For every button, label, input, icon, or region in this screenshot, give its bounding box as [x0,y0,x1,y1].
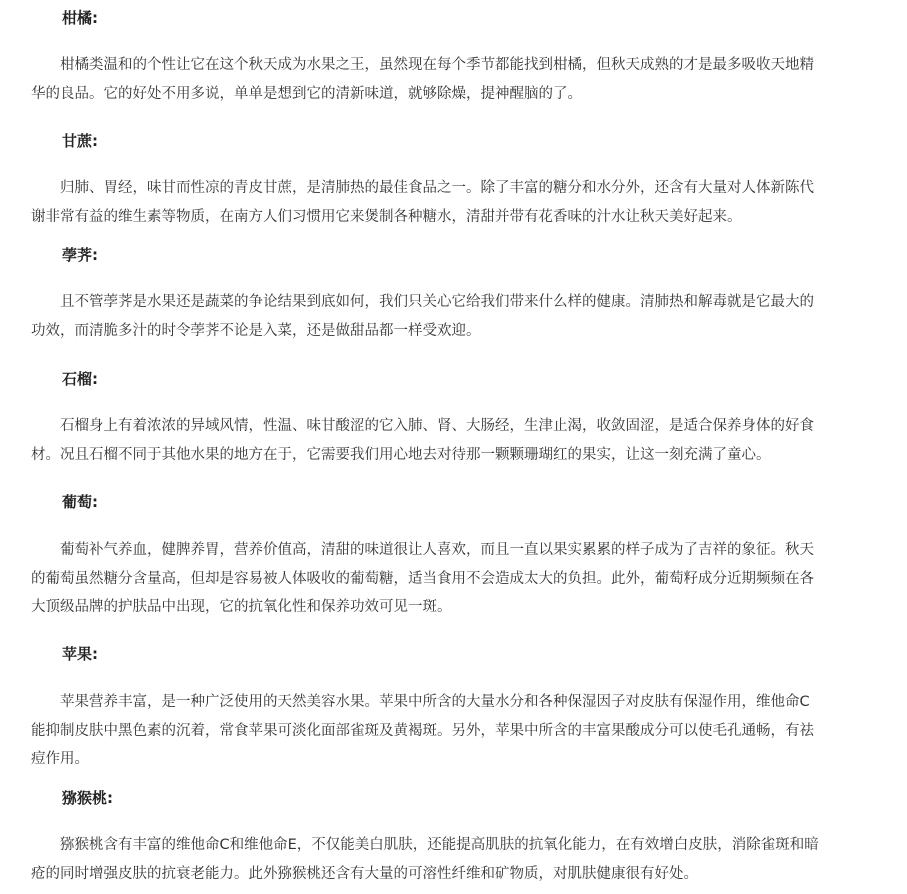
section-paragraph [31,174,897,231]
section-paragraph [31,51,897,108]
section-paragraph [31,831,897,888]
section-heading: 猕猴桃: [62,789,113,807]
paragraph-line: 石榴身上有着浓浓的异域风情，性温、味甘酸涩的它入肺、肾、大肠经，生津止渴，收敛固涩，是适合保养身体的好食 [60,418,814,434]
section-heading: 荸荠: [62,246,98,264]
paragraph-line: 谢非常有益的维生素等物质，在南方人们习惯用它来煲制各种糖水，清甜并带有花香味的汁水让秋天美好起来。 [31,208,742,225]
section-heading: 甘蔗: [62,132,98,150]
paragraph-line: 葡萄补气养血，健脾养胃，营养价值高，清甜的味道很让人喜欢，而且一直以果实累累的样子成为了吉祥的象征。秋天 [60,542,814,558]
paragraph-line: 猕猴桃含有丰富的维他命C和维他命E，不仅能美白肌肤，还能提高肌肤的抗氧化能力，在有效增白皮肤，消除雀斑和暗 [60,837,819,853]
section-paragraph [31,412,897,469]
paragraph-line: 能抑制皮肤中黑色素的沉着，常食苹果可淡化面部雀斑及黄褐斑。另外，苹果中所含的丰富果酸成分可以使毛孔通畅，有祛 [31,722,814,739]
section-paragraph [31,536,897,622]
section-heading: 柑橘: [62,9,98,27]
paragraph-line: 归肺、胃经，味甘而性凉的青皮甘蔗，是清肺热的最佳食品之一。除了丰富的糖分和水分外，还含有大量对人体新陈代 [60,180,814,196]
section-paragraph [31,688,897,774]
paragraph-line: 华的良品。它的好处不用多说，单单是想到它的清新味道，就够除燥，提神醒脑的了。 [31,85,582,102]
section-paragraph [31,288,897,345]
paragraph-line: 且不管荸荠是水果还是蔬菜的争论结果到底如何，我们只关心它给我们带来什么样的健康。清肺热和解毒就是它最大的 [60,294,814,310]
section-heading: 石榴: [62,370,98,388]
paragraph-line: 痘作用。 [31,751,89,767]
paragraph-line: 的葡萄虽然糖分含量高，但却是容易被人体吸收的葡萄糖，适当食用不会造成太大的负担。此外，葡萄籽成分近期频频在各 [31,570,814,587]
paragraph-line: 疮的同时增强皮肤的抗衰老能力。此外猕猴桃还含有大量的可溶性纤维和矿物质，对肌肤健康很有好处。 [31,865,698,882]
paragraph-line: 柑橘类温和的个性让它在这个秋天成为水果之王，虽然现在每个季节都能找到柑橘，但秋天成熟的才是最多吸收天地精 [60,57,814,73]
paragraph-line: 大顶级品牌的护肤品中出现，它的抗氧化性和保养功效可见一斑。 [31,599,452,615]
section-heading: 苹果: [62,645,98,663]
section-heading: 葡萄: [62,493,98,511]
paragraph-line: 功效，而清脆多汁的时令荸荠不论是入菜，还是做甜品都一样受欢迎。 [31,322,481,339]
paragraph-line: 材。况且石榴不同于其他水果的地方在于，它需要我们用心地去对待那一颗颗珊瑚红的果实，让这一刻充满了童心。 [31,446,771,463]
paragraph-line: 苹果营养丰富，是一种广泛使用的天然美容水果。苹果中所含的大量水分和各种保湿因子对皮肤有保湿作用，维他命C [60,694,810,710]
